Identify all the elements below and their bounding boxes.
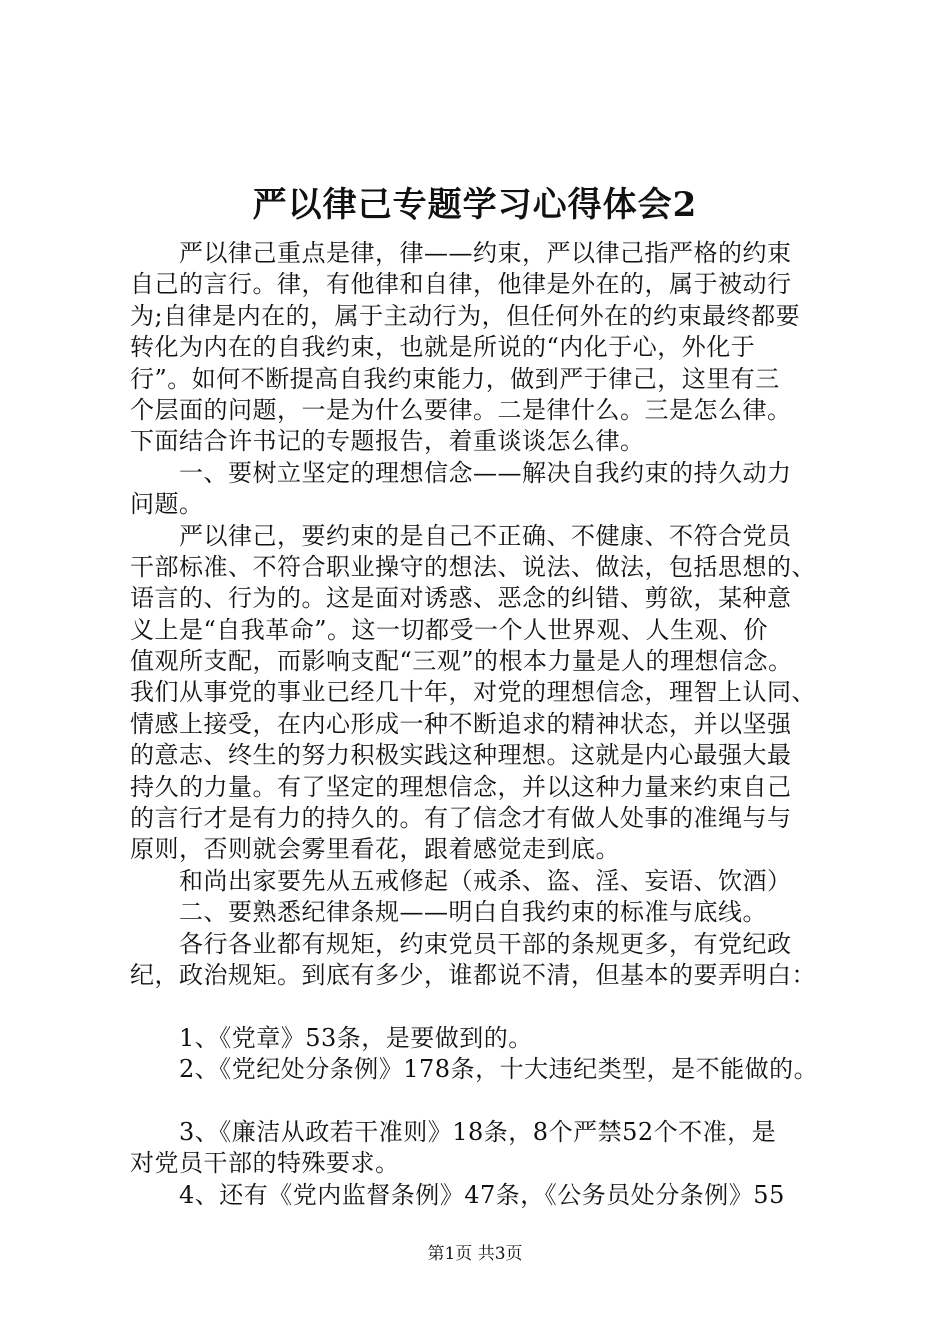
text-line: 个层面的问题，一是为什么要律。二是律什么。三是怎么律。 (130, 395, 792, 424)
text-line: 3、《廉洁从政若干准则》18条，8个严禁52个不准，是 (130, 1117, 777, 1146)
text-line: 和尚出家要先从五戒修起（戒杀、盗、淫、妄语、饮酒） (130, 866, 792, 895)
text-line: 我们从事党的事业已经几十年，对党的理想信念，理智上认同、 (130, 678, 816, 707)
document-body (130, 238, 830, 1211)
text-line: 1、《党章》53条，是要做到的。 (130, 1023, 533, 1052)
blank-line (130, 1086, 830, 1117)
text-line: 为;自律是内在的，属于主动行为，但任何外在的约束最终都要 (130, 301, 801, 330)
text-line: 二、要熟悉纪律条规——明白自我约束的标准与底线。 (130, 898, 767, 927)
blank-line (130, 991, 830, 1022)
text-line: 原则，否则就会雾里看花，跟着感觉走到底。 (130, 835, 620, 864)
text-line: 严以律己重点是律，律——约束，严以律己指严格的约束 (130, 239, 792, 267)
text-line: 语言的、行为的。这是面对诱惑、恶念的纠错、剪欲，某种意 (130, 584, 792, 613)
text-line: 持久的力量。有了坚定的理想信念，并以这种力量来约束自己 (130, 772, 792, 801)
text-line: 对党员干部的特殊要求。 (130, 1149, 400, 1178)
text-line: 的言行才是有力的持久的。有了信念才有做人处事的准绳与与 (130, 804, 792, 833)
text-line: 转化为内在的自我约束，也就是所说的“内化于心，外化于 (130, 333, 756, 362)
text-line: 下面结合许书记的专题报告，着重谈谈怎么律。 (130, 427, 645, 456)
text-line: 义上是“自我革命”。这一切都受一个人世界观、人生观、价 (130, 615, 769, 644)
text-line: 情感上接受，在内心形成一种不断追求的精神状态，并以坚强 (130, 709, 792, 738)
text-line: 一、要树立坚定的理想信念——解决自我约束的持久动力 (130, 458, 792, 487)
text-line: 值观所支配，而影响支配“三观”的根本力量是人的理想信念。 (130, 647, 793, 676)
text-line: 问题。 (130, 490, 204, 519)
text-line: 各行各业都有规矩，约束党员干部的条规更多，有党纪政 (130, 929, 792, 958)
text-line: 纪，政治规矩。到底有多少，谁都说不清，但基本的要弄明白： (130, 960, 816, 989)
text-line: 行”。如何不断提高自我约束能力，做到严于律己，这里有三 (130, 364, 780, 393)
text-line: 自己的言行。律，有他律和自律，他律是外在的，属于被动行 (130, 270, 792, 299)
page-footer: 第1页 共3页 (427, 1244, 523, 1264)
text-line: 的意志、终生的努力积极实践这种理想。这就是内心最强大最 (130, 741, 792, 770)
text-line: 4、还有《党内监督条例》47条，《公务员处分条例》55 (130, 1180, 785, 1209)
text-line: 严以律己，要约束的是自己不正确、不健康、不符合党员 (130, 521, 792, 550)
text-line: 2、《党纪处分条例》178条，十大违纪类型，是不能做的。 (130, 1055, 819, 1084)
document-title: 严以律己专题学习心得体会2 (252, 185, 698, 225)
text-line: 干部标准、不符合职业操守的想法、说法、做法，包括思想的、 (130, 552, 816, 581)
